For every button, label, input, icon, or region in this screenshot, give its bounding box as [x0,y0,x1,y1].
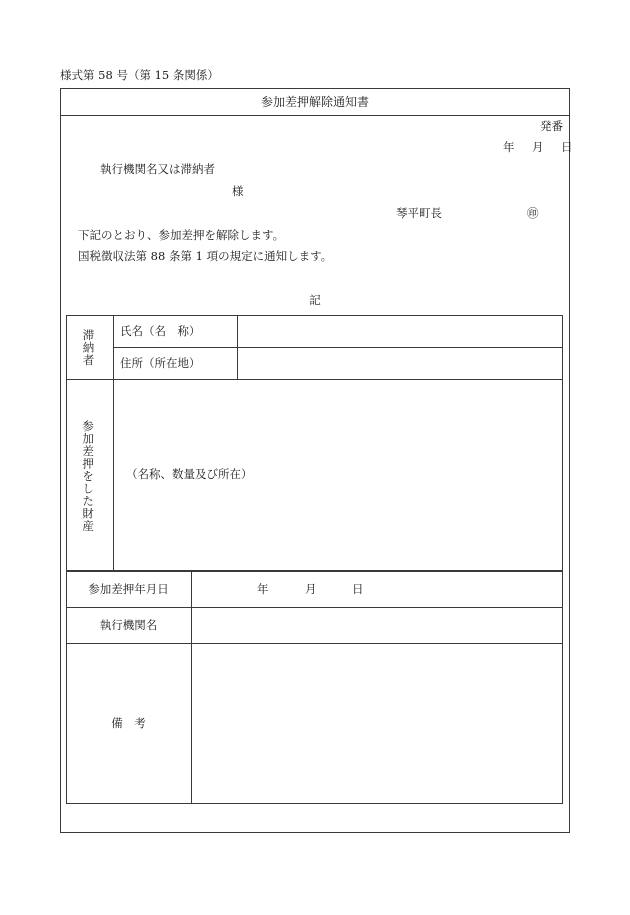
property-row-divider [66,379,563,380]
date-agency-remarks-table [66,571,563,804]
addressee-label: 執行機関名又は滞納者 [100,162,215,176]
body-text-line-2: 国税徴収法第 88 条第 1 項の規定に通知します。 [78,249,333,263]
date-row-divider [66,607,563,608]
remarks-label: 備 考 [111,716,146,730]
delinquent-row-divider [113,347,563,348]
name-label: 氏名（名 称） [120,324,201,338]
property-header: 参加差押をした財産 [81,420,96,533]
form-number-label: 様式第 58 号（第 15 条関係） [60,68,219,82]
table-left-column-divider [113,315,114,571]
date-day: 日 [352,582,364,596]
hatsuban-label: 発番 [540,119,563,133]
date-label: 参加差押年月日 [88,582,169,596]
title-divider [60,115,570,116]
address-label: 住所（所在地） [120,356,201,370]
seal-mark: ㊞ [527,206,539,220]
issue-date-line: 年 月 日 [503,140,576,154]
delinquent-label-divider [237,315,238,379]
document-title: 参加差押解除通知書 [260,95,369,109]
date-month: 月 [305,582,317,596]
property-hint: （名称、数量及び所在） [126,467,253,481]
issuer-name: 琴平町長 [396,206,442,220]
lower-label-divider [191,571,192,804]
delinquent-header: 滞納者 [81,329,96,367]
date-year: 年 [257,582,269,596]
body-text-line-1: 下記のとおり、参加差押を解除します。 [78,228,285,242]
sama-honorific: 様 [232,184,244,198]
ki-heading: 記 [309,293,321,307]
agency-label: 執行機関名 [99,618,158,632]
delinquent-property-table [66,315,563,571]
agency-row-divider [66,643,563,644]
